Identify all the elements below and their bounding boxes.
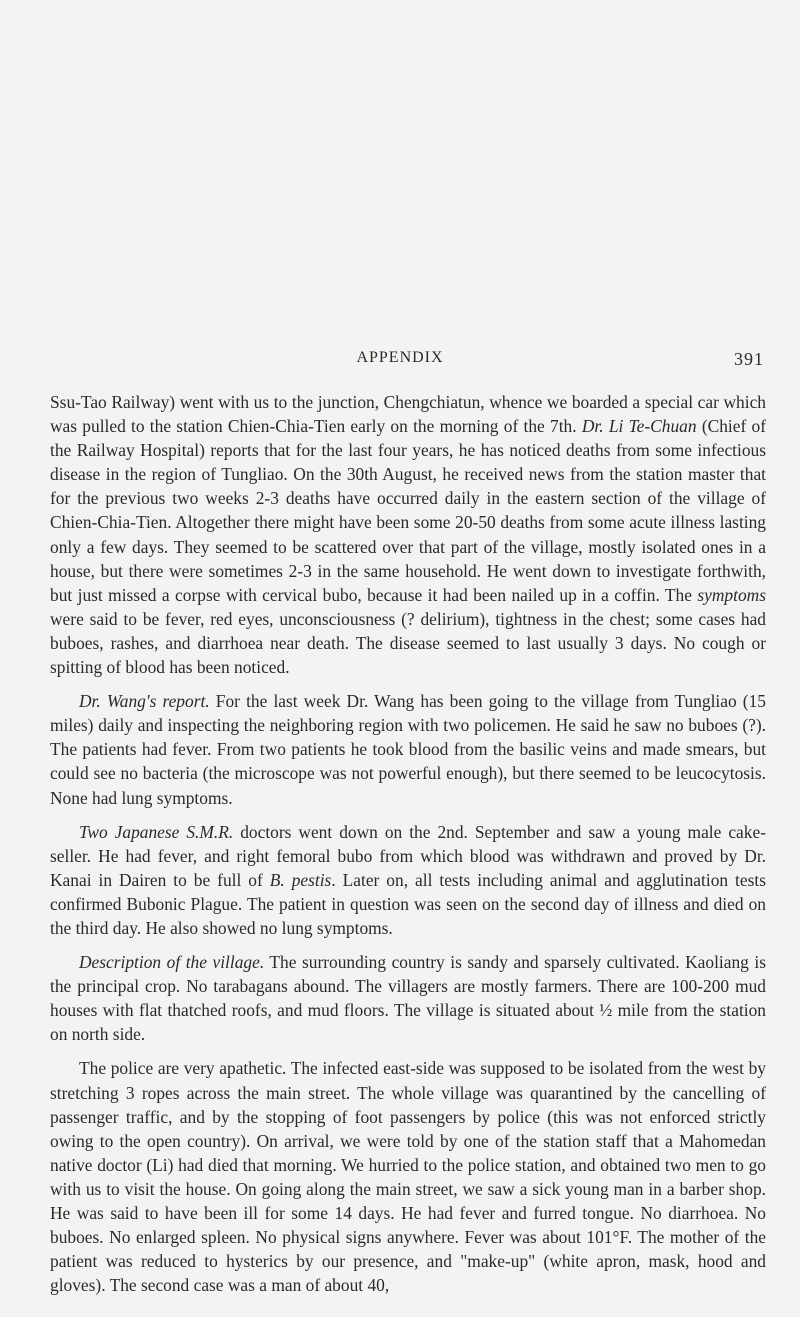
text-segment: For the last week Dr. Wang has been going to the village from Tungliao (15 miles) daily and inspecting the neighboring region with two policemen. He said he saw no buboes (?). The patients had fever. From two patients he took blood from the basilic veins and made smears, but could see no bacteria (the microscope was not powerful enough), but there seemed to be leucocytosis. None had lung symptoms. [50, 691, 766, 808]
bacteria-name-italic: B. pestis [269, 869, 332, 890]
text-segment: doctors went down on the 2nd. September and saw a young male cake-seller. He had fever, and right femoral bubo from which blood was withdrawn and proved by Dr. Kanai in Dairen to be full of [50, 821, 766, 890]
running-title: APPENDIX [356, 349, 444, 366]
text-segment: Ssu-Tao Railway) went with us to the junction, Chengchiatun, whence we boarded a special car which was pulled to the station Chien-Chia-Tien early on the morning of the 7th. [50, 392, 766, 437]
doctor-name-italic: Dr. Li Te-Chuan [581, 416, 697, 437]
paragraph-wang-report [50, 689, 766, 809]
paragraph-junction-report [50, 390, 766, 679]
text-segment: were said to be fever, red eyes, unconsciousness (? delirium), tightness in the chest; some cases had buboes, rashes, and diarrhoea near death. The disease seemed to last usually 3 days. No cough or spitting of blood has been noticed. [50, 608, 766, 678]
section-heading-italic: Two Japanese S.M.R. [79, 821, 234, 842]
section-heading-italic: Dr. Wang's report. [79, 691, 210, 712]
text-segment: (Chief of the Railway Hospital) reports that for the last four years, he has noticed deaths from some infectious disease in the region of Tungliao. On the 30th August, he received news from the station master that for the previous two weeks 2-3 deaths have occurred daily in the eastern section of the village of Chien-Chia-Tien. Altogether there might have been some 20-50 deaths from some acute illness lasting only a few days. They seemed to be scattered over that part of the village, mostly isolated ones in a house, but there were sometimes 2-3 in the same household. He went down to investigate forthwith, but just missed a corpse with cervical bubo, because it had been nailed up in a coffin. The [50, 416, 766, 605]
text-segment: . Later on, all tests including animal and agglutination tests confirmed Bubonic Plague. The patient in question was seen on the second day of illness and died on the third day. He also showed no lung symptoms. [50, 869, 766, 938]
paragraph-police-and-cases [50, 1056, 766, 1297]
running-head [50, 349, 764, 371]
paragraph-village-description [50, 950, 766, 1046]
body-text [50, 390, 766, 1297]
text-segment: The police are very apathetic. The infected east-side was supposed to be isolated from the west by stretching 3 ropes across the main street. The whole village was quarantined by the cancelling of passenger traffic, and by the stopping of foot passengers by police (this was not enforced strictly owing to the open country). On arrival, we were told by one of the station staff that a Mahomedan native doctor (Li) had died that morning. We hurried to the police station, and obtained two men to go with us to visit the house. On going along the main street, we saw a sick young man in a barber shop. He was said to have been ill for some 14 days. He had fever and furred tongue. No diarrhoea. No buboes. No enlarged spleen. No physical signs anywhere. Fever was about 101°F. The mother of the patient was reduced to hysterics by our presence, and "make-up" (white apron, mask, hood and gloves). The second case was a man of about 40, [50, 1058, 766, 1296]
page-number: 391 [734, 349, 764, 369]
text-segment: The surrounding country is sandy and sparsely cultivated. Kaoliang is the principal crop. No tarabagans abound. The villagers are mostly farmers. There are 100-200 mud houses with flat thatched roofs, and mud floors. The village is situated about ½ mile from the station on north side. [50, 952, 766, 1045]
section-heading-italic: Description of the village. [79, 952, 265, 973]
symptoms-italic: symptoms [697, 584, 766, 605]
paragraph-japanese-doctors [50, 820, 766, 940]
